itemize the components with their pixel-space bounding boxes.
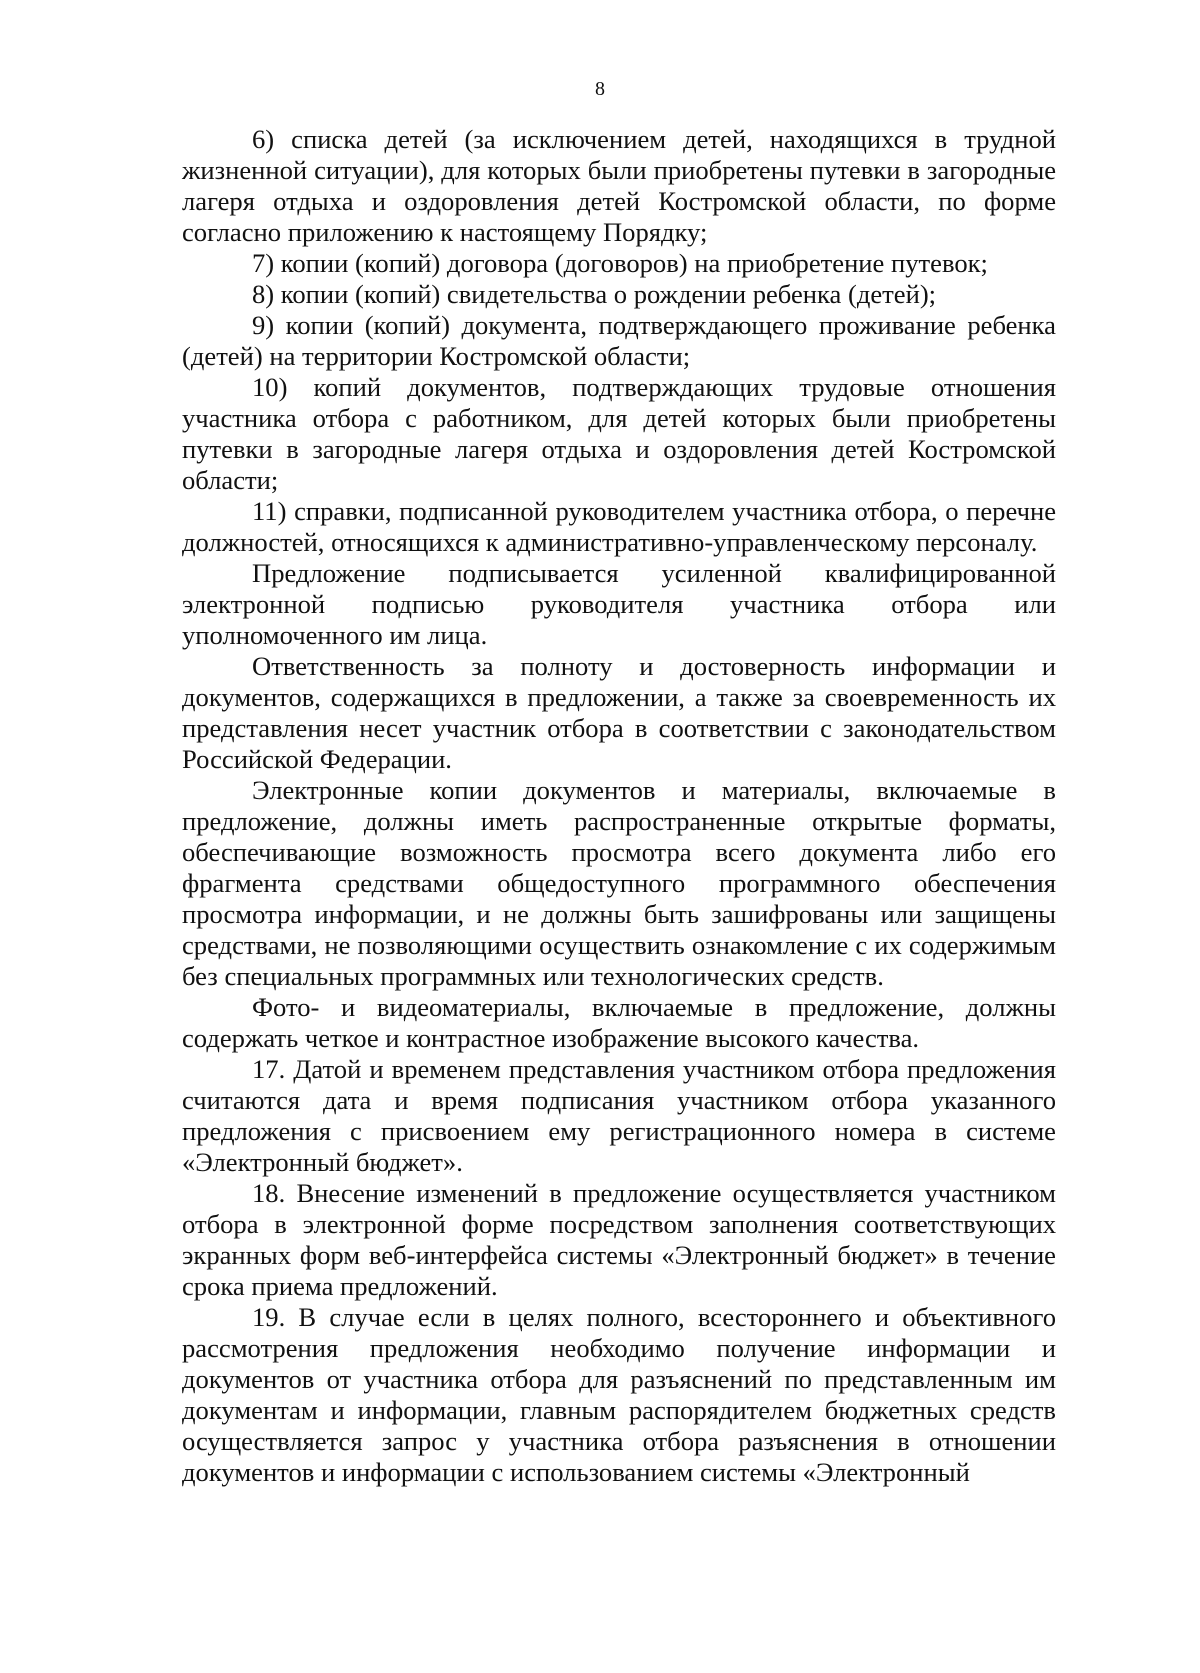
page-number: 8 <box>595 78 605 100</box>
paragraph-item-7: 7) копии (копий) договора (договоров) на приобретение путевок; <box>252 248 988 278</box>
paragraph-clause-18: 18. Внесение изменений в предложение осуществляется участником отбора в электронной форме посредством заполнения соответствующих экранных форм веб-интерфейса системы «Электронный бюджет» в течение срока приема предложений. <box>182 1178 1056 1301</box>
paragraph-electronic-copies: Электронные копии документов и материалы, включаемые в предложение, должны иметь распространенные открытые форматы, обеспечивающие возможность просмотра всего документа либо его фрагмента средствами общедоступного программного обеспечения просмотра информации, и не должны быть зашифрованы или защищены средствами, не позволяющими осуществить ознакомление с их содержимым без специальных программных или технологических средств. <box>182 775 1056 991</box>
paragraph-responsibility: Ответственность за полноту и достоверность информации и документов, содержащихся в предложении, а также за своевременность их представления несет участник отбора в соответствии с законодательством Российской Федерации. <box>182 651 1056 774</box>
paragraph-item-11: 11) справки, подписанной руководителем участника отбора, о перечне должностей, относящихся к административно-управленческому персоналу. <box>182 496 1056 557</box>
paragraph-item-10: 10) копий документов, подтверждающих трудовые отношения участника отбора с работником, для детей которых были приобретены путевки в загородные лагеря отдыха и оздоровления детей Костромской области; <box>182 372 1056 495</box>
paragraph-item-9: 9) копии (копий) документа, подтверждающего проживание ребенка (детей) на территории Костромской области; <box>182 310 1056 371</box>
paragraph-signature: Предложение подписывается усиленной квалифицированной электронной подписью руководителя участника отбора или уполномоченного им лица. <box>182 558 1056 650</box>
paragraph-clause-19: 19. В случае если в целях полного, всестороннего и объективного рассмотрения предложения необходимо получение информации и документов от участника отбора для разъяснений по представленным им документам и информации, главным распорядителем бюджетных средств осуществляется запрос у участника отбора разъяснения в отношении документов и информации с использованием системы «Электронный <box>182 1302 1056 1487</box>
paragraph-photo-video: Фото- и видеоматериалы, включаемые в предложение, должны содержать четкое и контрастное изображение высокого качества. <box>182 992 1056 1053</box>
document-body <box>182 124 1056 1488</box>
paragraph-clause-17: 17. Датой и временем представления участником отбора предложения считаются дата и время подписания участником отбора указанного предложения с присвоением ему регистрационного номера в системе «Электронный бюджет». <box>182 1054 1056 1177</box>
paragraph-item-8: 8) копии (копий) свидетельства о рождении ребенка (детей); <box>252 279 937 309</box>
paragraph-item-6: 6) списка детей (за исключением детей, находящихся в трудной жизненной ситуации), для которых были приобретены путевки в загородные лагеря отдыха и оздоровления детей Костромской области, по форме согласно приложению к настоящему Порядку; <box>182 124 1056 247</box>
